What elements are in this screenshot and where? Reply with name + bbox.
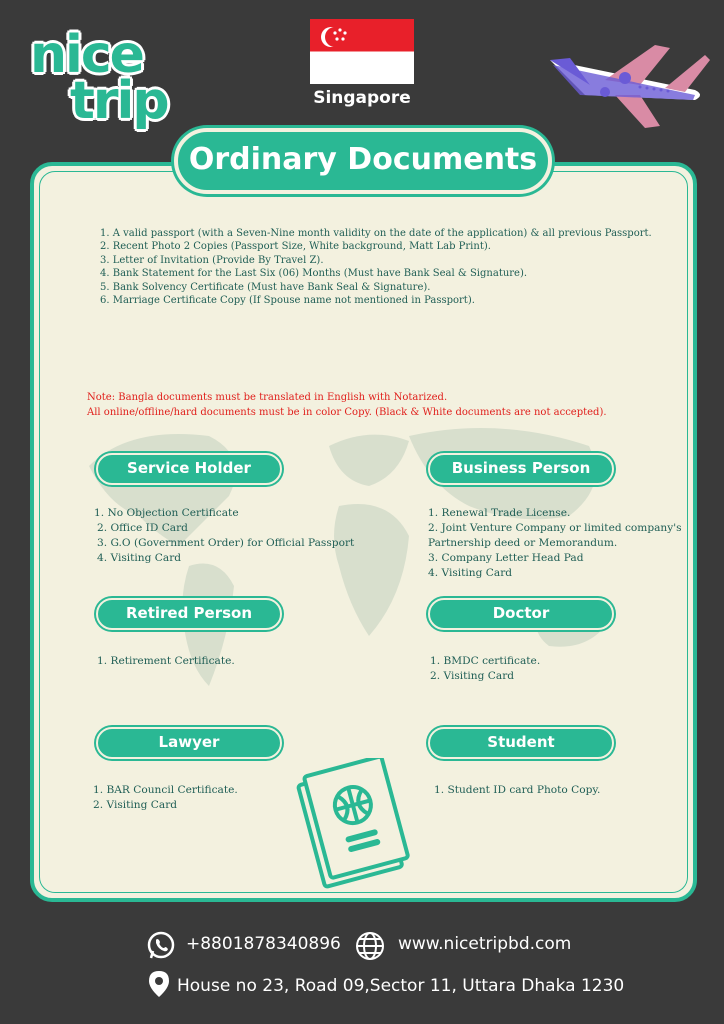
student-heading: Student [428,727,614,759]
country-name: Singapore [313,88,411,108]
translation-note [87,390,607,420]
list-item: 2. Recent Photo 2 Copies (Passport Size, White background, Matt Lab Print). [100,241,491,253]
lawyer-list [93,783,238,813]
passport-icon [290,758,415,893]
retired-person-list [97,654,235,669]
doctor-list [430,654,540,684]
list-item: 1. Retirement Certificate. [97,655,235,667]
page-title: Ordinary Documents [174,128,552,194]
phone-number[interactable]: +8801878340896 [186,934,341,954]
list-item: 1. BMDC certificate. [430,655,541,667]
list-item: 2. Office ID Card [97,522,188,534]
lawyer-heading: Lawyer [96,727,282,759]
list-item: 2. Visiting Card [93,799,178,811]
globe-icon [354,930,386,962]
list-item: 1. No Objection Certificate [94,507,239,519]
retired-person-heading: Retired Person [96,598,282,630]
nicetrip-logo [30,25,190,137]
doctor-heading: Doctor [428,598,614,630]
list-item: 4. Bank Statement for the Last Six (06) Months (Must have Bank Seal & Signature). [100,268,528,280]
address: House no 23, Road 09,Sector 11, Uttara Dhaka 1230 [177,976,625,996]
business-person-heading: Business Person [428,453,614,485]
list-item: 6. Marriage Certificate Copy (If Spouse name not mentioned in Passport). [100,295,475,307]
service-holder-list [94,506,354,566]
logo-line2: trip [70,71,168,131]
list-item: 2. Visiting Card [430,670,515,682]
student-list [434,783,600,798]
business-person-list [428,506,682,581]
list-item: Partnership deed or Memorandum. [428,537,618,549]
list-item: 4. Visiting Card [97,552,182,564]
main-requirements-list [100,227,652,307]
list-item: 1. Student ID card Photo Copy. [434,784,601,796]
service-holder-heading: Service Holder [96,453,282,485]
list-item: 4. Visiting Card [428,567,513,579]
airplane-icon [545,40,710,130]
list-item: 3. Letter of Invitation (Provide By Travel Z). [100,254,324,266]
whatsapp-icon [145,930,177,962]
list-item: 2. Joint Venture Company or limited company's [428,522,682,534]
list-item: 1. Renewal Trade License. [428,507,571,519]
note-line: Note: Bangla documents must be translated in English with Notarized. [87,392,448,403]
logo-line1: nice [30,25,143,85]
note-line: All online/offline/hard documents must be in color Copy. (Black & White documents are not accepted). [87,407,607,418]
list-item: 5. Bank Solvency Certificate (Must have Bank Seal & Signature). [100,281,431,293]
website-link[interactable]: www.nicetripbd.com [398,934,572,954]
list-item: 1. A valid passport (with a Seven-Nine month validity on the date of the application) & all previous Passport. [100,228,652,239]
list-item: 3. G.O (Government Order) for Official Passport [97,537,355,549]
singapore-flag [310,19,414,84]
list-item: 3. Company Letter Head Pad [428,552,584,564]
list-item: 1. BAR Council Certificate. [93,784,238,796]
location-pin-icon [148,970,170,998]
